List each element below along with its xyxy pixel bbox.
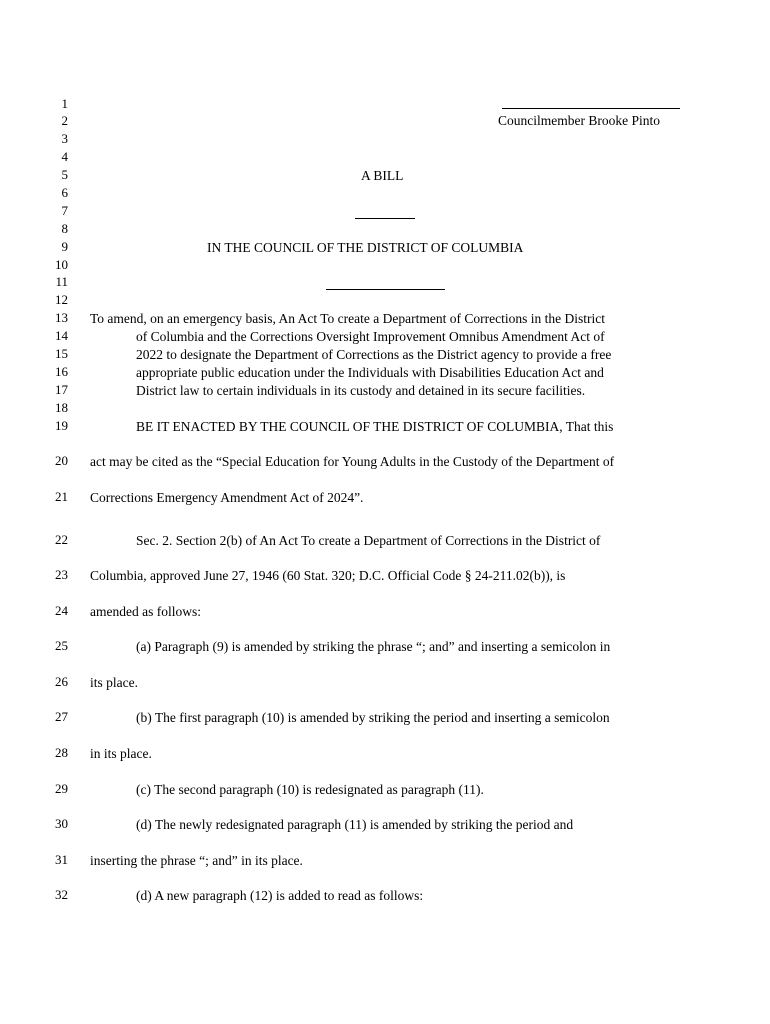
line-number: 6 [61, 185, 68, 200]
bill-title: A BILL [361, 168, 404, 183]
enacting-clause: BE IT ENACTED BY THE COUNCIL OF THE DISTRICT OF COLUMBIA, That this [136, 419, 614, 434]
council-heading: IN THE COUNCIL OF THE DISTRICT OF COLUMBIA [207, 240, 524, 255]
subsection-c: (c) The second paragraph (10) is redesignated as paragraph (11). [136, 782, 484, 797]
line-number: 20 [55, 453, 68, 468]
subsection-d-new: (d) A new paragraph (12) is added to read as follows: [136, 888, 424, 903]
section-heading: Sec. 2. Section 2(b) of An Act To create a Department of Corrections in the District of [136, 533, 601, 548]
body-line: act may be cited as the “Special Education for Young Adults in the Custody of the Department of [90, 454, 615, 469]
line-number: 5 [61, 167, 68, 182]
line-number: 4 [61, 149, 68, 164]
subsection-b: (b) The first paragraph (10) is amended by striking the period and inserting a semicolon [136, 710, 610, 725]
line-number: 3 [61, 131, 68, 146]
line-number: 30 [55, 816, 68, 831]
line-number: 32 [55, 887, 68, 902]
line-number: 17 [55, 382, 68, 397]
line-number: 16 [55, 364, 68, 379]
purpose-line: District law to certain individuals in its custody and detained in its secure facilities. [136, 383, 586, 398]
purpose-line: 2022 to designate the Department of Corrections as the District agency to provide a free [136, 347, 612, 362]
body-line: in its place. [90, 746, 152, 761]
line-number: 11 [55, 274, 68, 289]
title-rule [326, 289, 445, 290]
line-number: 18 [55, 400, 68, 415]
purpose-line: of Columbia and the Corrections Oversight Improvement Omnibus Amendment Act of [136, 329, 605, 344]
line-number: 24 [55, 603, 68, 618]
body-line: amended as follows: [90, 604, 201, 619]
line-number: 9 [61, 239, 68, 254]
line-number: 28 [55, 745, 68, 760]
bill-number-rule [355, 218, 415, 219]
line-number: 8 [61, 221, 68, 236]
subsection-d: (d) The newly redesignated paragraph (11) is amended by striking the period and [136, 817, 574, 832]
line-number: 7 [61, 203, 68, 218]
subsection-a: (a) Paragraph (9) is amended by striking the phrase “; and” and inserting a semicolon in [136, 639, 611, 654]
purpose-line: To amend, on an emergency basis, An Act To create a Department of Corrections in the District [90, 311, 605, 326]
line-number: 29 [55, 781, 68, 796]
sponsor-name: Councilmember Brooke Pinto [498, 113, 660, 128]
line-number: 31 [55, 852, 68, 867]
line-number: 19 [55, 418, 68, 433]
line-number: 23 [55, 567, 68, 582]
line-number: 25 [55, 638, 68, 653]
line-number: 13 [55, 310, 68, 325]
line-number: 1 [61, 96, 68, 111]
body-line: Columbia, approved June 27, 1946 (60 Stat. 320; D.C. Official Code § 24-211.02(b)), is [90, 568, 566, 583]
body-line: its place. [90, 675, 138, 690]
line-number: 26 [55, 674, 68, 689]
line-number: 21 [55, 489, 68, 504]
line-number: 10 [55, 257, 68, 272]
signature-line [502, 108, 680, 109]
line-number: 15 [55, 346, 68, 361]
line-number: 12 [55, 292, 68, 307]
body-line: inserting the phrase “; and” in its place. [90, 853, 303, 868]
purpose-line: appropriate public education under the Individuals with Disabilities Education Act and [136, 365, 604, 380]
line-number: 27 [55, 709, 68, 724]
line-number: 14 [55, 328, 68, 343]
line-number: 22 [55, 532, 68, 547]
line-number: 2 [61, 113, 68, 128]
body-line: Corrections Emergency Amendment Act of 2024”. [90, 490, 364, 505]
